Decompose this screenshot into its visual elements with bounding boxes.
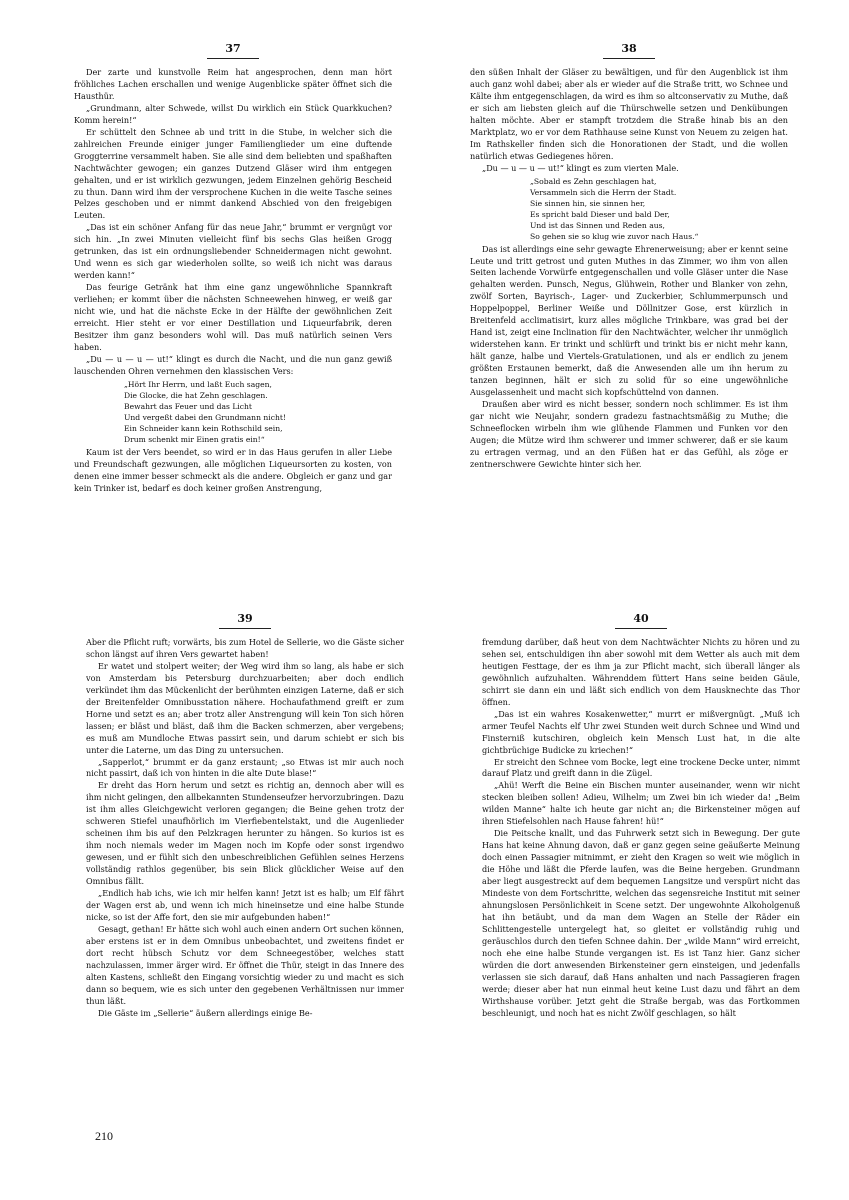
header-rule (615, 628, 667, 629)
paragraph: „Das ist ein schöner Anfang für das neue Jahr,“ brummt er vergnügt vor sich hin. „In zwei Minuten vielleicht fünf bis sechs Glas heißen Grogg getrunken, das ist ein ordnungsliebender Schneidermagen nicht gewohnt. Und wenn es sich gar wiederholen sollte, so weiß ich nicht was daraus werden kann!“ (74, 222, 392, 281)
page-body (470, 67, 788, 471)
page-number: 38 (621, 42, 637, 55)
verse-line: Sie sinnen hin, sie sinnen her, (530, 198, 646, 208)
paragraph: Der zarte und kunstvolle Reim hat angesprochen, denn man hört fröhliches Lachen erschallen und wenige Augenblicke später öffnet sich die Hausthür. (74, 67, 392, 101)
header-rule (207, 58, 259, 59)
verse-line: Ein Schneider kann kein Rothschild sein, (124, 423, 283, 433)
page-40 (482, 612, 800, 1102)
paragraph: „Endlich hab ichs, wie ich mir helfen kann! Jetzt ist es halb; um Elf fährt der Wagen erst ab, und wenn ich mich hineinsetze und eine halbe Stunde nicke, so ist der Affe fort, den sie mir aufgebunden haben!“ (86, 888, 404, 922)
paragraph: Er watet und stolpert weiter; der Weg wird ihm so lang, als habe er sich von Amsterdam bis Petersburg durchzuarbeiten; aber doch endlich verkündet ihm das Mückenlicht der berühmten einzigen Laterne, daß er sich der Breitenfelder Omnibusstation nähere. Hochaufathmend greift er zum Horne und setzt es an; aber trotz aller Anstrengung will kein Ton sich hören lassen; er bläst und bläst, daß ihm die Backen schmerzen, aber vergebens; es muß am Mundloche Etwas passirt sein, und darum schiebt er sich bis unter die Laterne, um das Ding zu untersuchen. (86, 660, 404, 755)
paragraph: Das feurige Getränk hat ihm eine ganz ungewöhnliche Spannkraft verliehen; er kommt über die nächsten Schneewehen hinweg, er weiß gar nicht wie, und hat die nächste Ecke in der Hälfte der gewöhnlichen Zeit erreicht. Hier steht er vor einer Destillation und Liqueurfabrik, deren Besitzer ihm ganz besonders wohl will. Das muß natürlich seinen Vers haben. (74, 282, 392, 352)
paragraph: Er schüttelt den Schnee ab und tritt in die Stube, in welcher sich die zahlreichen Freunde einiger junger Familienglieder um eine duftende Groggterrine versammelt haben. Sie alle sind dem beliebten und spaßhaften Nachtwächter gewogen; ein ganzes Dutzend Gläser wird ihm entgegen gehalten, und er ist wirklich gezwungen, jedem Einzelnen gehörig Bescheid zu thun. Dann wird ihm der versprochene Kuchen in die weite Tasche seines Pelzes geschoben und er nimmt dankend Abschied von den freigebigen Leuten. (74, 126, 392, 221)
paragraph: Die Gäste im „Sellerie“ äußern allerdings einige Be- (98, 1007, 313, 1018)
verse-line: Es spricht bald Dieser und bald Der, (530, 209, 670, 219)
verse-line: Und ist das Sinnen und Reden aus, (530, 220, 665, 230)
paragraph: „Grundmann, alter Schwede, willst Du wirklich ein Stück Quarkkuchen? Komm herein!“ (74, 102, 392, 125)
paragraph: „Du — u — u — ut!“ klingt es zum vierten Male. (482, 162, 679, 173)
page-body (86, 637, 404, 1020)
paragraph: Gesagt, gethan! Er hätte sich wohl auch einen andern Ort suchen können, aber erstens ist er in dem Omnibus unbeobachtet, und zweitens findet er dort recht hübsch Schutz vor dem Schneegestöber, welches statt nachzulassen, immer ärger wird. Er öffnet die Thür, steigt in das Innere des alten Kastens, schließt den Eingang vorsichtig wieder zu und macht es sich dann so bequem, wie es sich unter den gegebenen Verhältnissen nur immer thun läßt. (86, 923, 404, 1006)
paragraph: „Du — u — u — ut!“ klingt es durch die Nacht, und die nun ganz gewiß lauschenden Ohren vernehmen den klassischen Vers: (74, 353, 392, 376)
paragraph: Kaum ist der Vers beendet, so wird er in das Haus gerufen in aller Liebe und Freundschaft gezwungen, alle möglichen Liqueursorten zu kosten, von denen eine immer besser schmeckt als die andere. Obgleich er ganz und gar kein Trinker ist, bedarf es doch keiner großen Anstrengung, (74, 446, 392, 493)
paragraph: den süßen Inhalt der Gläser zu bewältigen, und für den Augenblick ist ihm auch ganz wohl dabei; aber als er wieder auf die Straße tritt, wo Schnee und Kälte ihm entgegenschlagen, da wird es ihm so altconservativ zu Muthe, daß er sich am liebsten gleich auf die Thürschwelle setzen und Denkübungen halten möchte. Aber er stampft trotzdem die Straße hinab bis an den Marktplatz, wo er vor dem Rathhause seine Kunst von Neuem zu zeigen hat. Im Rathskeller finden sich die Honorationen der Stadt, und die wollen natürlich etwas Gediegenes hören. (470, 67, 788, 161)
verse (470, 176, 788, 242)
verse (74, 379, 392, 445)
header-rule (603, 58, 655, 59)
page-number: 39 (237, 612, 253, 625)
paragraph: „Das ist ein wahres Kosakenwetter,“ murrt er mißvergnügt. „Muß ich armer Teufel Nachts elf Uhr zwei Stunden weit durch Schnee und Wind und Finsterniß kutschiren, obgleich kein Mensch Lust hat, in die alte gichtbrüchige Budicke zu kriechen!“ (482, 708, 800, 755)
page-38 (470, 42, 788, 532)
paragraph: „Sapperlot,“ brummt er da ganz erstaunt; „so Etwas ist mir auch noch nicht passirt, daß ich von hinten in die alte Dute blase!“ (86, 756, 404, 779)
page-number: 37 (225, 42, 241, 55)
verse-line: Drum schenkt mir Einen gratis ein!“ (124, 434, 265, 444)
paragraph: Die Peitsche knallt, und das Fuhrwerk setzt sich in Bewegung. Der gute Hans hat keine Ahnung davon, daß er ganz gegen seine geäußerte Meinung doch einen Passagier mitnimmt, er zieht den Kragen so weit wie möglich in die Höhe und läßt die Pferde laufen, was die Beine hergeben. Grundmann aber liegt ausgestreckt auf dem bequemen Langsitze und verspürt nicht das Mindeste von dem Fortschritte, welchen das segensreiche Institut mit seiner ahnungslosen Persönlichkeit in Scene setzt. Der ungewohnte Alkoholgenuß hat ihn betäubt, und da man dem Wagen an Stelle der Räder ein Schlittengestelle untergelegt hat, so gleitet er vollständig ruhig und geräuschlos durch den tiefen Schnee dahin. Der „wilde Mann“ wird erreicht, noch ehe eine halbe Stunde vergangen ist. Es ist Tanz hier. Ganz sicher würden die dort anwesenden Birkensteiner gern einsteigen, und jedenfalls verlassen sie sich darauf, daß Hans anhalten und nach Passagieren fragen werde; dieser aber hat nun einmal heut keine Lust dazu und fährt an dem Wirthshause vorüber. Jetzt geht die Straße bergab, was das Fortkommen beschleunigt, und noch hat es nicht Zwölf geschlagen, so hält (482, 828, 800, 1018)
page-37 (74, 42, 392, 532)
verse-line: Und vergeßt dabei den Grundmann nicht! (124, 412, 286, 422)
paragraph: fremdung darüber, daß heut von dem Nachtwächter Nichts zu hören und zu sehen sei, entschuldigen ihn aber sowohl mit dem Wetter als auch mit dem heutigen Festtage, der es ihm ja zur Pflicht macht, sich überall länger als gewöhnlich aufzuhalten. Währenddem füttert Hans seine beiden Gäule, schirrt sie dann ein und läßt sich endlich von dem Hausknechte das Thor öffnen. (482, 637, 800, 707)
verse-line: Bewahrt das Feuer und das Licht (124, 401, 252, 411)
paragraph: Er dreht das Horn herum und setzt es richtig an, dennoch aber will es ihm nicht gelingen, den allbekannten Stundenseufzer hervorzubringen. Dazu ist ihm alles Gleichgewicht verloren gegangen; die Beine gehen trotz der schweren Stiefel unaufhörlich im Vierfiebentelstakt, und die Augenlieder scheinen ihm bis auf den Pelzkragen herunter zu hängen. So kurios ist es ihm noch niemals weder im Magen noch im Kopfe oder sonst irgendwo gewesen, und er fühlt sich den unbeschreiblichen Gefühlen seines Herzens vollständig rathlos gegenüber, bis sein Blick glücklicher Weise auf den Omnibus fällt. (86, 780, 404, 887)
paragraph: Aber die Pflicht ruft; vorwärts, bis zum Hotel de Sellerie, wo die Gäste sicher schon längst auf ihren Vers gewartet haben! (86, 637, 404, 659)
paragraph: „Ahü! Werft die Beine ein Bischen munter auseinander, wenn wir nicht stecken bleiben sollen! Adieu, Wilhelm; um Zwei bin ich wieder da! „Beim wilden Manne“ halte ich heute gar nicht an; die Birkensteiner mögen auf ihren Stiefelsohlen nach Hause fahren! hü!“ (482, 780, 800, 827)
page-body (482, 637, 800, 1020)
verse-line: So gehen sie so klug wie zuvor nach Haus.“ (530, 231, 699, 241)
paragraph: Das ist allerdings eine sehr gewagte Ehrenerweisung; aber er kennt seine Leute und tritt getrost und guten Muthes in das Zimmer, wo ihm von allen Seiten lachende Vorwürfe entgegenschallen und volle Gläser unter die Nase gehalten werden. Punsch, Negus, Glühwein, Rother und Blanker von zehn, zwölf Sorten, Bayrisch-, Lager- und Zuckerbier, Schlummerpunsch und Hoppelpoppel, Berliner Weiße und Döllnitzer Gose, erst kürzlich in Breitenfeld acclimatisirt, kurz alles mögliche Trinkbare, was grad bei der Hand ist, zeigt eine Inclination für den Nachtwächter, welcher ihr unmöglich widerstehen kann. Er trinkt und schlürft und trinkt bis er nicht mehr kann, hält ganze, halbe und Viertels-Gratulationen, und als er endlich zu jenem größten Erstaunen bemerkt, daß die Anwesenden alle um ihn herum zu tanzen beginnen, hält er sich zu solid für so eine ungewöhnliche Ausgelassenheit und macht sich kopfschüttelnd von dannen. (470, 243, 788, 398)
page-number: 40 (633, 612, 649, 625)
verse-line: Die Glocke, die hat Zehn geschlagen. (124, 390, 268, 400)
page-39 (86, 612, 404, 1102)
paragraph: Er streicht den Schnee vom Bocke, legt eine trockene Decke unter, nimmt darauf Platz und greift dann in die Zügel. (482, 756, 800, 779)
verse-line: Versammeln sich die Herrn der Stadt. (530, 187, 677, 197)
verse-line: „Hört Ihr Herrn, und laßt Euch sagen, (124, 379, 272, 389)
header-rule (219, 628, 271, 629)
page-body (74, 67, 392, 495)
paragraph: Draußen aber wird es nicht besser, sondern noch schlimmer. Es ist ihm gar nicht wie Neujahr, sondern gradezu fastnachtsmäßig zu Muthe; die Schneeflocken wirbeln ihm wie glühende Flammen und Funken vor den Augen; die Mütze wird ihm schwerer und immer schwerer, daß er sie kaum zu ertragen vermag, und an den Füßen hat er das Gefühl, als zöge er zentnerschwere Gewichte hinter sich her. (470, 398, 788, 469)
verse-line: „Sobald es Zehn geschlagen hat, (530, 176, 657, 186)
folio-number: 210 (95, 1129, 113, 1143)
